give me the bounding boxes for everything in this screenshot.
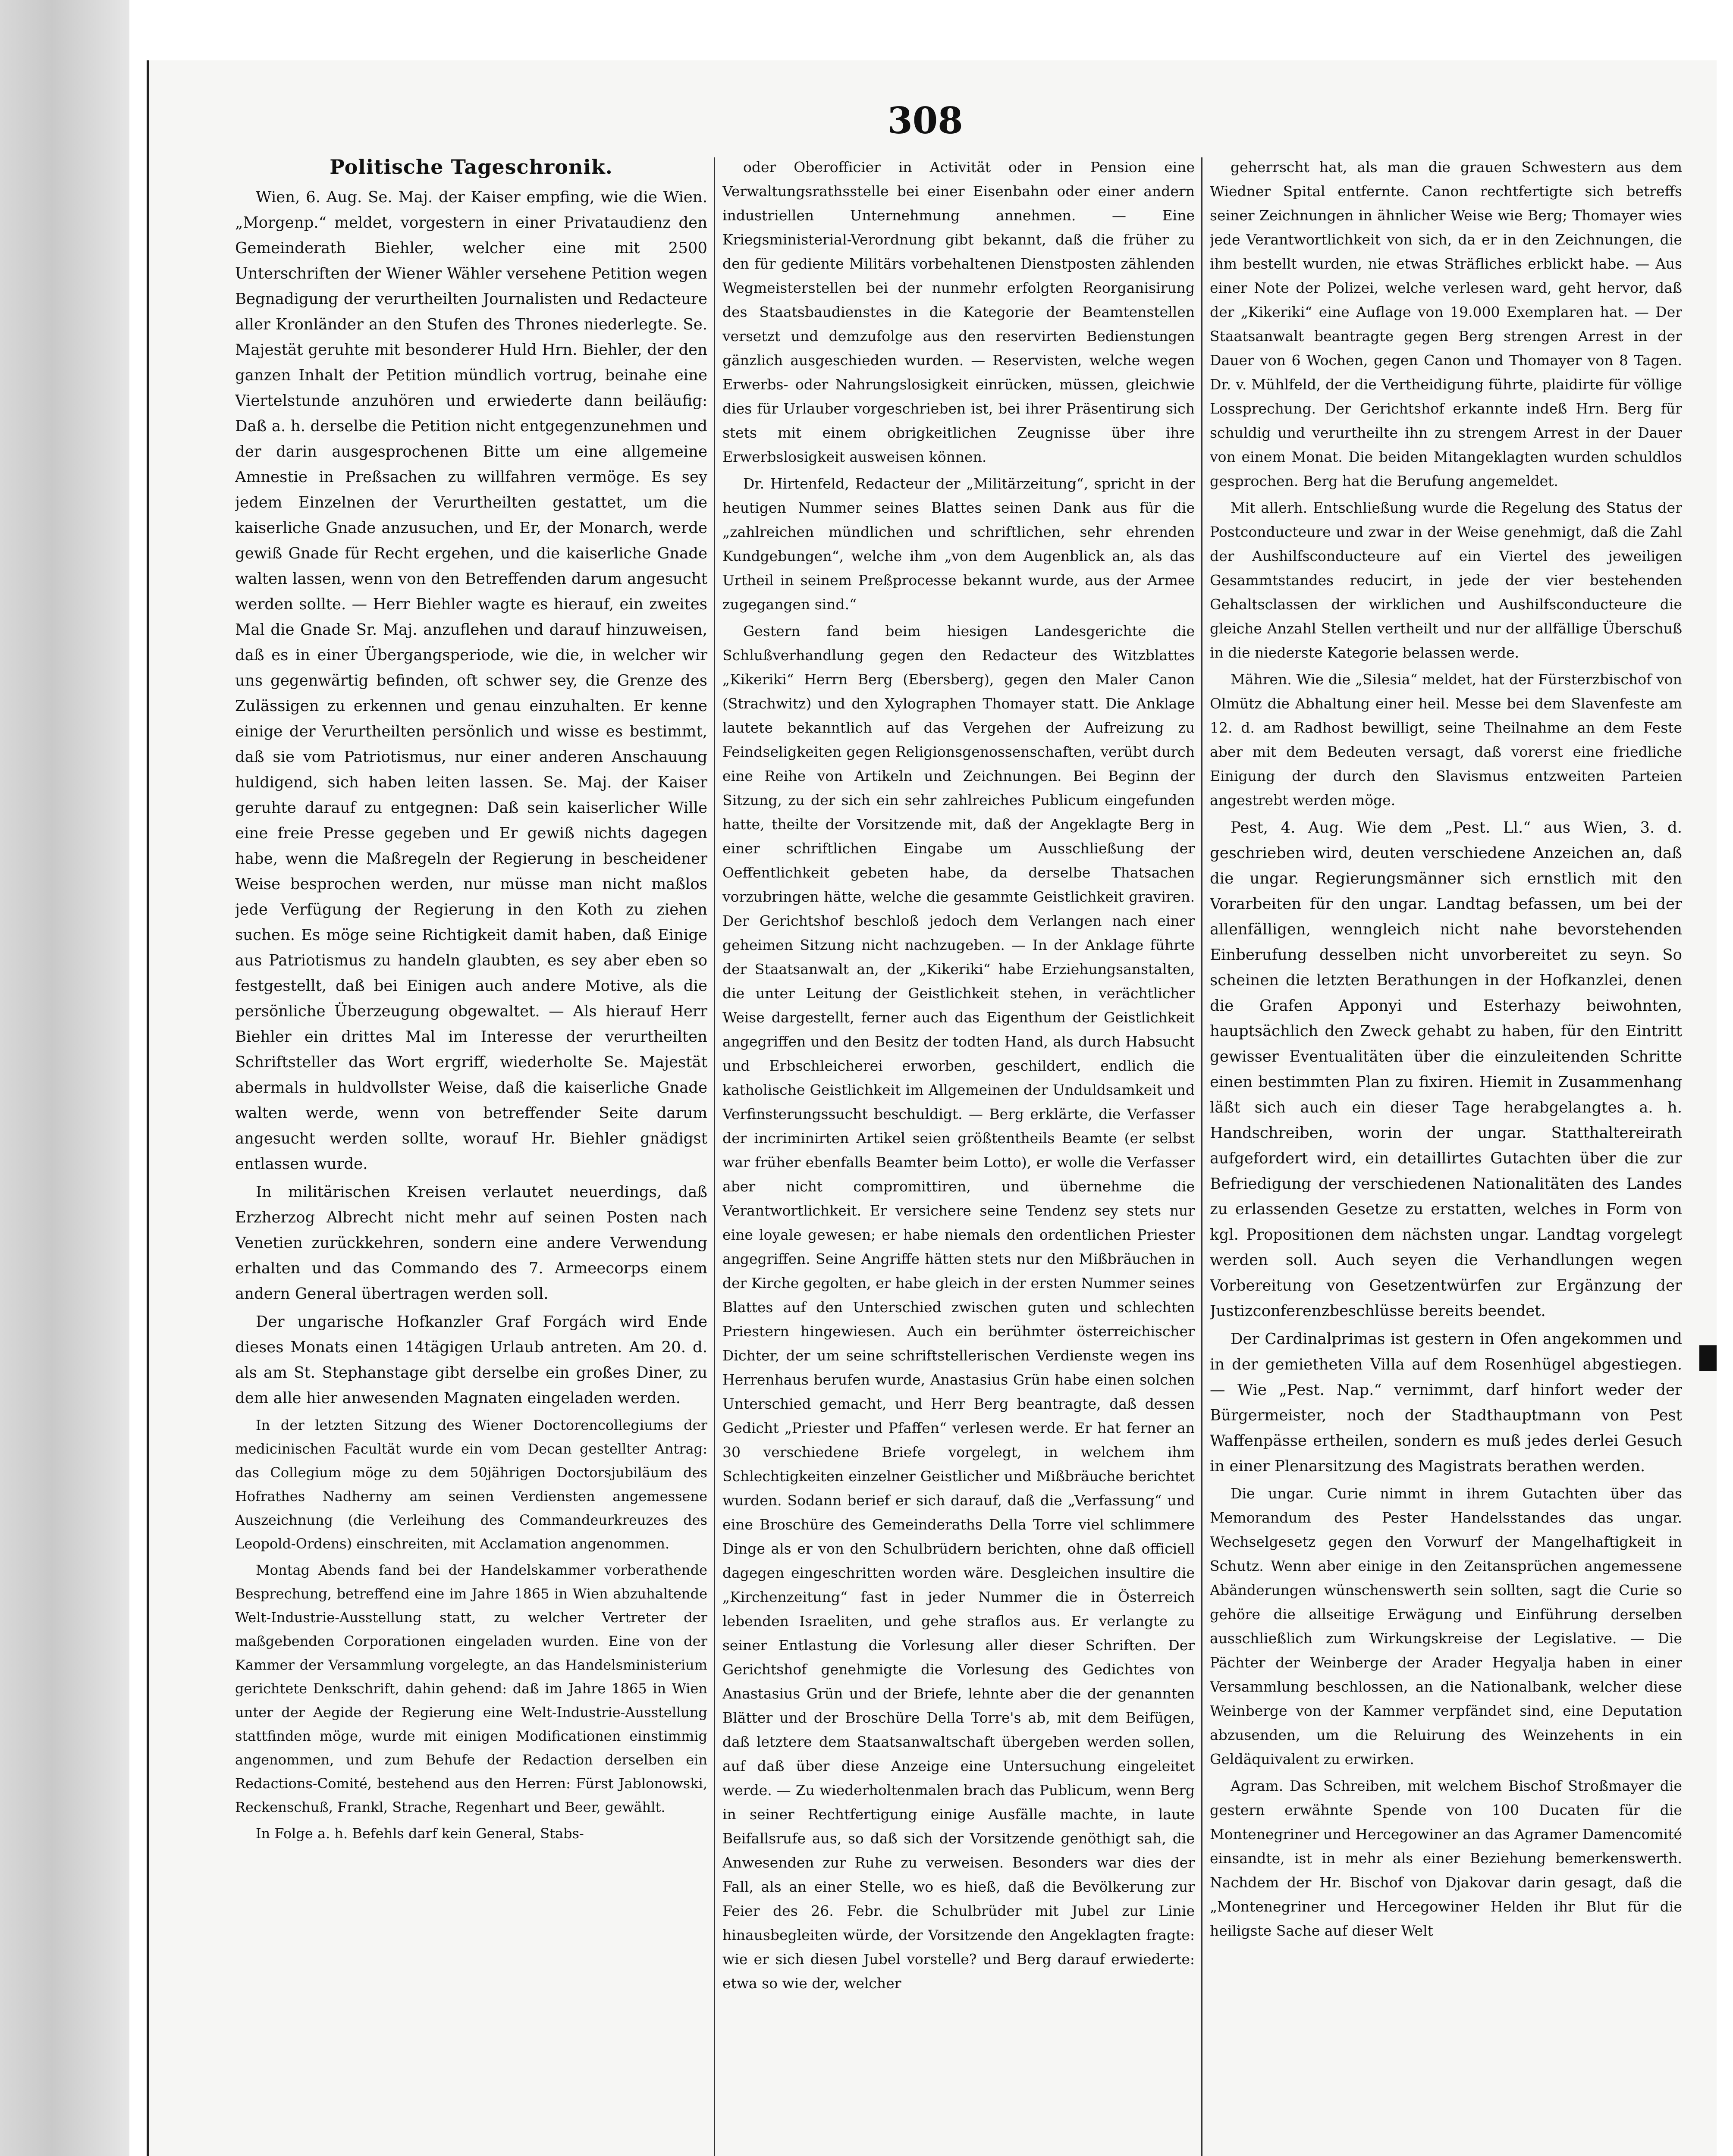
article-paragraph: Gestern fand beim hiesigen Landesgerichte die Schlußverhandlung gegen den Redacteur des Witzblattes „Kikeriki“ Herrn Berg (Ebersberg), gegen den Maler Canon (Strachwitz) und den Xylographen Thomayer statt. Die Anklage lautete bekanntlich auf das Vergehen der Aufreizung zu Feindseligkeiten gegen Religionsgenossenschaften, verübt durch eine Reihe von Artikeln und Zeichnungen. Bei Beginn der Sitzung, zu der sich ein sehr zahlreiches Publicum eingefunden hatte, theilte der Vorsitzende mit, daß der Angeklagte Berg in einer schriftlichen Eingabe um Ausschließung der Oeffentlichkeit gebeten habe, da derselbe Thatsachen vorzubringen hätte, welche die gesammte Geistlichkeit graviren. Der Gerichtshof beschloß jedoch dem Verlangen nach einer geheimen Sitzung nicht nachzugeben. — In der Anklage führte der Staatsanwalt an, der „Kikeriki“ habe Erziehungsanstalten, die unter Leitung der Geistlichkeit stehen, in verächtlicher Weise dargestellt, ferner auch das Eigenthum der Geistlichkeit angegriffen und den Besitz der todten Hand, als durch Habsucht und Erbschleicherei erworben, geschildert, endlich die katholische Geistlichkeit im Allgemeinen der Unduldsamkeit und Verfinsterungssucht beschuldigt. — Berg erklärte, die Verfasser der incriminirten Artikel seien größtentheils Beamte (er selbst war früher ebenfalls Beamter beim Lotto), er wolle die Verfasser aber nicht compromittiren, und übernehme die Verantwortlichkeit. Er versichere seine Tendenz sey stets nur eine loyale gewesen; er habe niemals den ordentlichen Priester angegriffen. Seine Angriffe hätten stets nur den Mißbräuchen in der Kirche gegolten, er habe gleich in der ersten Nummer seines Blattes auf den Unterschied zwischen guten und schlechten Priestern hingewiesen. Auch ein berühmter österreichischer Dichter, der um seine schriftstellerischen Verdienste wegen ins Herrenhaus berufen wurde, Anastasius Grün habe einen solchen Unterschied gemacht, und Herr Berg beantragte, daß dessen Gedicht „Priester und Pfaffen“ verlesen werde. Er hat ferner an 30 verschiedene Briefe vorgelegt, in welchem ihm Schlechtigkeiten einzelner Geistlicher und Mißbräuche berichtet wurden. Sodann berief er sich darauf, daß die „Verfassung“ und eine Broschüre des Gemeinderaths Della Torre viel schlimmere Dinge als er von den Schulbrüdern berichten, ohne daß officiell dagegen eingeschritten worden wäre. Desgleichen insultire die „Kirchenzeitung“ fast in jeder Nummer die in Österreich lebenden Israeliten, und gehe straflos aus. Er verlangte zu seiner Entlastung die Vorlesung aller dieser Schriften. Der Gerichtshof genehmigte die Vorlesung des Gedichtes von Anastasius Grün und der Briefe, lehnte aber die der genannten Blätter und der Broschüre Della Torre's ab, mit dem Beifügen, daß letztere dem Staatsanwaltschaft übergeben werden sollen, auf daß über diese Anzeige eine Untersuchung eingeleitet werde. — Zu wiederholtenmalen brach das Publicum, wenn Berg in seiner Rechtfertigung einige Ausfälle machte, in laute Beifallsrufe aus, so daß sich der Vorsitzende genöthigt sah, die Anwesenden zur Ruhe zu verweisen. Besonders war dies der Fall, als an einer Stelle, wo es hieß, daß die Bevölkerung zur Feier des 26. Febr. die Schulbrüder mit Jubel zur Linie hinausbegleiten würde, der Vorsitzende den Angeklagten fragte: wie er sich diesen Jubel vorstelle? und Berg darauf erwiederte: etwa so wie der, welcher xyxy=(722,623,1195,1992)
scan-marker xyxy=(1699,1345,1717,1371)
section-headline: Politische Tageschronik. xyxy=(330,155,613,179)
article-paragraph: geherrscht hat, als man die grauen Schwestern aus dem Wiedner Spital entfernte. Canon rechtfertigte sich betreffs seiner Zeichnungen in ähnlicher Weise wie Berg; Thomayer wies jede Verantwortlichkeit von sich, da er in den Zeichnungen, die ihm bestellt wurden, nie etwas Sträfliches erblickt habe. — Aus einer Note der Polizei, welche verlesen ward, geht hervor, daß der „Kikeriki“ eine Auflage von 19.000 Exemplaren hat. — Der Staatsanwalt beantragte gegen Berg strengen Arrest in der Dauer von 6 Wochen, gegen Canon und Thomayer von 8 Tagen. Dr. v. Mühlfeld, der die Vertheidigung führte, plaidirte für völlige Lossprechung. Der Gerichtshof erkannte indeß Hrn. Berg für schuldig und verurtheilte ihn zu strengem Arrest in der Dauer von einem Monat. Die beiden Mitangeklagten wurden schuldlos gesprochen. Berg hat die Berufung angemeldet. xyxy=(1210,159,1682,489)
article-paragraph: Mähren. Wie die „Silesia“ meldet, hat der Fürsterzbischof von Olmütz die Abhaltung einer heil. Messe bei dem Slavenfeste am 12. d. am Radhost bewilligt, seine Theilnahme an dem Feste aber mit dem Bedeuten versagt, daß vorerst eine friedliche Einigung der durch den Slavismus entzweiten Parteien angestrebt werden möge. xyxy=(1210,671,1682,808)
article-paragraph: Agram. Das Schreiben, mit welchem Bischof Stroßmayer die gestern erwähnte Spende von 100 Ducaten für die Montenegriner und Hercegowiner an das Agramer Damencomité einsandte, ist in mehr als einer Beziehung bemerkenswerth. Nachdem der Hr. Bischof von Djakovar darin gesagt, daß die „Montenegriner und Hercegowiner Helden ihr Blut für die heiligste Sache auf dieser Welt xyxy=(1210,1777,1682,1939)
article-paragraph: Dr. Hirtenfeld, Redacteur der „Militärzeitung“, spricht in der heutigen Nummer seines Blattes seinen Dank aus für die „zahlreichen mündlichen und schriftlichen, sehr ehrenden Kundgebungen“, welche ihm „von dem Augenblick an, als das Urtheil in seinem Preßprocesse bekannt wurde, aus der Armee zugegangen sind.“ xyxy=(722,475,1195,613)
newspaper-page xyxy=(147,60,1717,2156)
article-paragraph: oder Oberofficier in Activität oder in Pension eine Verwaltungsrathsstelle bei einer Eisenbahn oder einer andern industriellen Unternehmung annehmen. — Eine Kriegsministerial-Verordnung gibt bekannt, daß die früher zu den für gediente Militärs vorbehaltenen Dienstposten zählenden Wegmeisterstellen bei der nunmehr erfolgten Reorganisirung des Staatsbaudienstes in die Kategorie der Beamtenstellen versetzt und demzufolge aus den reservirten Bedienstungen gänzlich ausgeschieden wurden. — Reservisten, welche wegen Erwerbs- oder Nahrungslosigkeit einrücken, müssen, gleichwie dies für Urlauber vorgeschrieben ist, bei ihrer Präsentirung sich stets mit einem obrigkeitlichen Zeugnisse über ihre Erwerbslosigkeit ausweisen können. xyxy=(722,159,1195,465)
article-paragraph: In militärischen Kreisen verlautet neuerdings, daß Erzherzog Albrecht nicht mehr auf seinen Posten nach Venetien zurückkehren, sondern eine andere Verwendung erhalten und das Commando des 7. Armeecorps einem andern General übertragen werden soll. xyxy=(235,1183,707,1303)
article-paragraph: In Folge a. h. Befehls darf kein General, Stabs- xyxy=(256,1825,584,1842)
article-paragraph: Der Cardinalprimas ist gestern in Ofen angekommen und in der gemietheten Villa auf dem Rosenhügel abgestiegen. — Wie „Pest. Nap.“ vernimmt, darf hinfort weder der Bürgermeister, noch der Stadthauptmann von Pest Waffenpässe ertheilen, sondern es muß jedes derlei Gesuch in einer Plenarsitzung des Magistrats berathen werden. xyxy=(1210,1330,1682,1475)
article-paragraph: In der letzten Sitzung des Wiener Doctorencollegiums der medicinischen Facultät wurde ein vom Decan gestellter Antrag: das Collegium möge zu dem 50jährigen Doctorsjubiläum des Hofrathes Nadherny am seinen Verdiensten angemessene Auszeichnung (die Verleihung des Commandeurkreuzes des Leopold-Ordens) einschreiten, mit Acclamation angenommen. xyxy=(235,1417,707,1552)
article-paragraph: Wien, 6. Aug. Se. Maj. der Kaiser empfing, wie die Wien. „Morgenp.“ meldet, vorgestern in einer Privataudienz den Gemeinderath Biehler, welcher eine mit 2500 Unterschriften der Wiener Wähler versehene Petition wegen Begnadigung der verurtheilten Journalisten und Redacteure aller Kronländer an den Stufen des Thrones niederlegte. Se. Majestät geruhte mit besonderer Huld Hrn. Biehler, der den ganzen Inhalt der Petition mündlich vortrug, beinahe eine Viertelstunde anzuhören und erwiederte dann beiläufig: Daß a. h. derselbe die Petition nicht entgegenzunehmen und der darin ausgesprochenen Bitte um eine allgemeine Amnestie in Preßsachen zu willfahren vermöge. Es sey jedem Einzelnen der Verurtheilten gestattet, um die kaiserliche Gnade anzusuchen, und Er, der Monarch, werde gewiß Gnade für Recht ergehen, und die kaiserliche Gnade walten lassen, wenn von den Betreffenden darum angesucht werden sollte. — Herr Biehler wagte es hierauf, ein zweites Mal die Gnade Sr. Maj. anzuflehen und darauf hinzuweisen, daß es in einer Übergangsperiode, wie die, in welcher wir uns gegenwärtig befinden, oft schwer sey, die Grenze des Zulässigen zu erkennen und genau einzuhalten. Er kenne einige der Verurtheilten persönlich und wisse es bestimmt, daß sie vom Patriotismus, nur einer anderen Anschauung huldigend, sich haben leiten lassen. Se. Maj. der Kaiser geruhte darauf zu entgegnen: Daß sein kaiserlicher Wille eine freie Presse gegeben und Er gewiß nichts dagegen habe, wenn die Maßregeln der Regierung in bescheidener Weise besprochen werden, nur müsse man nicht maßlos jede Verfügung der Regierung in den Koth zu ziehen suchen. Es möge seine Richtigkeit damit haben, daß Einige aus Patriotismus zu handeln glaubten, es sey aber eben so festgestellt, daß bei Einigen auch andere Motive, als die persönliche Überzeugung obgewaltet. — Als hierauf Herr Biehler ein drittes Mal im Interesse der verurtheilten Schriftsteller das Wort ergriff, wiederholte Se. Majestät abermals in huldvollster Weise, daß die kaiserliche Gnade walten werde, wenn von betreffender Seite darum angesucht werden sollte, worauf Hr. Biehler gnädigst entlassen wurde. xyxy=(235,188,707,1173)
article-paragraph: Montag Abends fand bei der Handelskammer vorberathende Besprechung, betreffend eine im Jahre 1865 in Wien abzuhaltende Welt-Industrie-Ausstellung statt, zu welcher Vertreter der maßgebenden Corporationen eingeladen wurden. Eine von der Kammer der Versammlung vorgelegte, an das Handelsministerium gerichtete Denkschrift, dahin gehend: daß im Jahre 1865 in Wien unter der Aegide der Regierung eine Welt-Industrie-Ausstellung stattfinden möge, wurde mit einigen Modificationen einstimmig angenommen, und zum Behufe der Redaction derselben ein Redactions-Comité, bestehend aus den Herren: Fürst Jablonowski, Reckenschuß, Frankl, Strache, Regenhart und Beer, gewählt. xyxy=(235,1562,707,1815)
scan-edge xyxy=(0,0,129,2156)
article-paragraph: Die ungar. Curie nimmt in ihrem Gutachten über das Memorandum des Pester Handelsstandes das ungar. Wechselgesetz gegen den Vorwurf der Mangelhaftigkeit in Schutz. Wenn aber einige in den Zeitansprüchen angemessene Abänderungen wünschenswerth sein sollten, sagt die Curie so gehöre die allseitige Erwägung und Einführung derselben ausschließlich zum Wirkungskreise der Legislative. — Die Pächter der Weinberge der Arader Hegyalja haben in einer Versammlung beschlossen, an die Nationalbank, welcher diese Weinberge von der Kammer verpfändet sind, eine Deputation abzusenden, um die Reluirung des Weinzehents in ein Geldäquivalent zu erwirken. xyxy=(1210,1485,1682,1767)
article-paragraph: Mit allerh. Entschließung wurde die Regelung des Status der Postconducteure und zwar in der Weise genehmigt, daß die Zahl der Aushilfsconducteure auf ein Viertel des jeweiligen Gesammtstandes reducirt, in jede der vier bestehenden Gehaltsclassen der wirklichen und Aushilfsconducteure die gleiche Anzahl Stellen vertheilt und nur der allfällige Überschuß in die niederste Kategorie belassen werde. xyxy=(1210,499,1682,661)
column-2 xyxy=(722,155,1195,2156)
article-paragraph: Der ungarische Hofkanzler Graf Forgách wird Ende dieses Monats einen 14tägigen Urlaub antreten. Am 20. d. als am St. Stephanstage gibt derselbe ein großes Diner, zu dem alle hier anwesenden Magnaten eingeladen werden. xyxy=(235,1313,707,1407)
column-3 xyxy=(1210,155,1682,2156)
page-number: 308 xyxy=(887,99,963,142)
column-1 xyxy=(235,155,707,2156)
column-divider xyxy=(1201,157,1202,2156)
article-paragraph: Pest, 4. Aug. Wie dem „Pest. Ll.“ aus Wien, 3. d. geschrieben wird, deuten verschiedene Anzeichen an, daß die ungar. Regierungsmänner sich ernstlich mit den Vorarbeiten für den ungar. Landtag befassen, um bei der allenfälligen, wenngleich nicht nahe bevorstehenden Einberufung desselben nicht unvorbereitet zu seyn. So scheinen die letzten Berathungen in der Hofkanzlei, denen die Grafen Apponyi und Esterhazy beiwohnten, hauptsächlich den Zweck gehabt zu haben, für den Eintritt gewisser Eventualitäten über die einzuleitenden Schritte einen bestimmten Plan zu fixiren. Hiemit in Zusammenhang läßt sich auch ein dieser Tage herabgelangtes a. h. Handschreiben, worin der ungar. Statthaltereirath aufgefordert wird, ein detaillirtes Gutachten über die zur Befriedigung der verschiedenen Nationalitäten des Landes zu erlassenden Gesetze zu erstatten, welches in Form von kgl. Propositionen dem nächsten ungar. Landtag vorgelegt werden soll. Auch seyen die Verhandlungen wegen Vorbereitung von Gesetzentwürfen zur Ergänzung der Justizconferenzbeschlüsse bereits beendet. xyxy=(1210,819,1682,1320)
column-divider xyxy=(714,157,715,2156)
